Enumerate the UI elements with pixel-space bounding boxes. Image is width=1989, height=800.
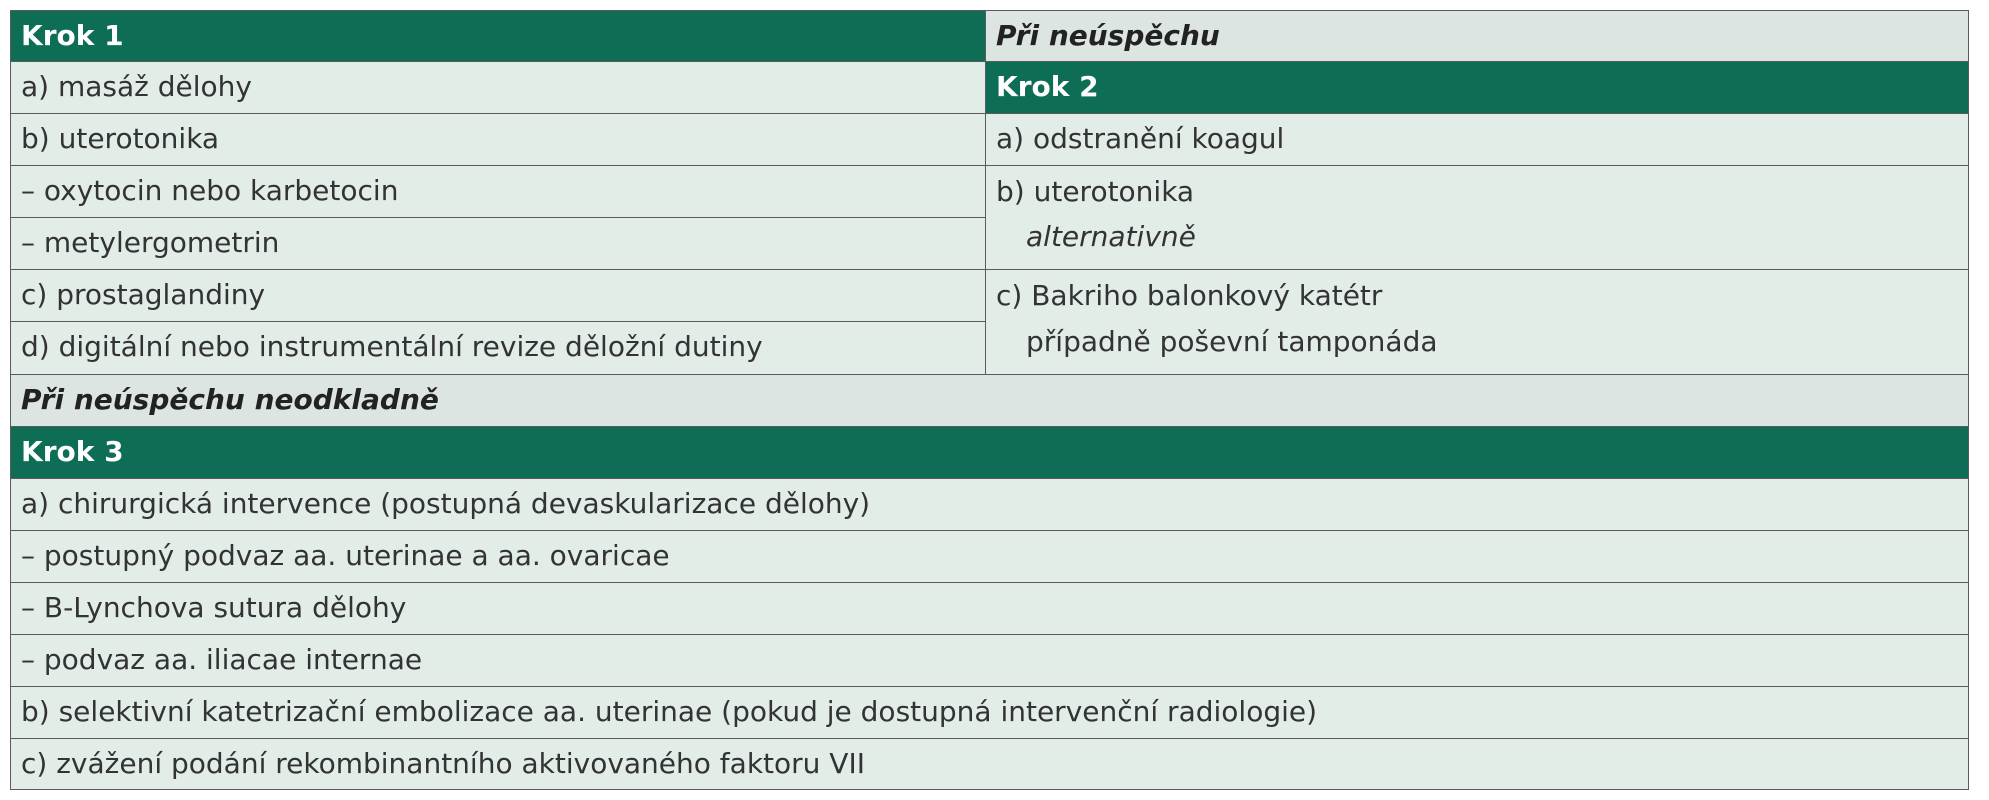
step3-item: – podvaz aa. iliacae internae	[10, 634, 1969, 687]
step1-item: c) prostaglandiny	[10, 269, 986, 322]
step2-item-a: a) odstranění koagul	[985, 113, 1969, 166]
step1-item: – metylergometrin	[10, 217, 986, 270]
step1-header: Krok 1	[10, 10, 986, 62]
step2-item-b-label: b) uterotonika	[996, 175, 1195, 208]
step2-item-c-note: případně poševní tamponáda	[1026, 325, 1438, 358]
step3-item: b) selektivní katetrizační embolizace aa. uterinae (pokud je dostupná intervenční radiologie)	[10, 686, 1969, 739]
step2-header: Krok 2	[985, 61, 1969, 114]
step2-item-c-label: c) Bakriho balonkový katétr	[996, 279, 1383, 312]
step1-item: a) masáž dělohy	[10, 61, 986, 114]
step2-item-c	[985, 269, 1969, 375]
step3-item: – postupný podvaz aa. uterinae a aa. ovaricae	[10, 530, 1969, 583]
step3-item: a) chirurgická intervence (postupná devaskularizace dělohy)	[10, 478, 1969, 531]
step1-item: – oxytocin nebo karbetocin	[10, 165, 986, 218]
step1-item: b) uterotonika	[10, 113, 986, 166]
step2-item-b-note: alternativně	[1026, 220, 1196, 253]
step2-condition: Při neúspěchu	[985, 10, 1969, 62]
step2-item-b	[985, 165, 1969, 270]
step3-condition: Při neúspěchu neodkladně	[10, 374, 1969, 427]
step3-header: Krok 3	[10, 426, 1969, 479]
step3-item: c) zvážení podání rekombinantního aktivovaného faktoru VII	[10, 738, 1969, 790]
step1-item: d) digitální nebo instrumentální revize děložní dutiny	[10, 321, 986, 375]
step3-item: – B-Lynchova sutura dělohy	[10, 582, 1969, 635]
